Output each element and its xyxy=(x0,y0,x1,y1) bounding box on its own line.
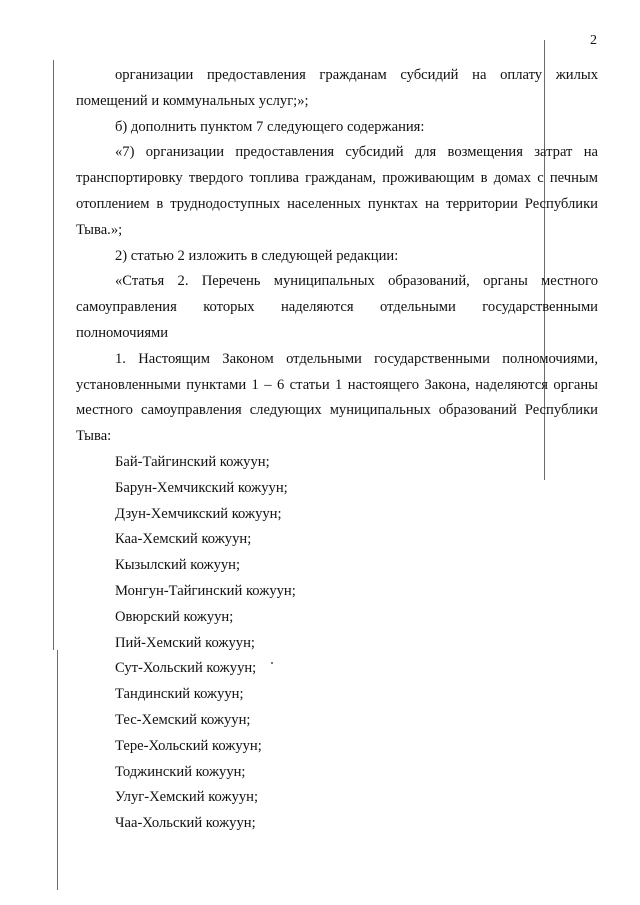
list-item: Тере-Хольский кожуун; xyxy=(115,737,262,754)
list-item: Тоджинский кожуун; xyxy=(115,763,246,780)
left-margin-scan-line xyxy=(53,60,54,650)
list-item: Барун-Хемчикский кожуун; xyxy=(115,479,288,496)
left-margin-scan-line-lower xyxy=(57,650,58,890)
paragraph-article-2-intro: 2) статью 2 изложить в следующей редакции: xyxy=(115,247,399,264)
paragraph-continuation: организации предоставления гражданам субсидий на оплату жилых помещений и коммунальных услуг;»; xyxy=(76,67,598,109)
list-item: Монгун-Тайгинский кожуун; xyxy=(115,582,296,599)
paragraph-item-7: «7) организации предоставления субсидий для возмещения затрат на транспортировку твердого топлива гражданам, проживающим в домах с печным отоплением в труднодоступных населенных пунктах на территории Республики Тыва.»; xyxy=(76,144,598,238)
list-item: Тес-Хемский кожуун; xyxy=(115,711,251,728)
page-number: 2 xyxy=(590,33,597,48)
list-item: Улуг-Хемский кожуун; xyxy=(115,789,259,806)
document-body xyxy=(76,63,598,837)
paragraph-article-2-title: «Статья 2. Перечень муниципальных образований, органы местного самоуправления которых наделяются отдельными государственными полномочиями xyxy=(76,273,598,341)
list-item: Сут-Хольский кожуун; xyxy=(115,660,257,677)
municipality-list xyxy=(76,450,598,837)
list-item: Бай-Тайгинский кожуун; xyxy=(115,453,270,470)
list-item: Каа-Хемский кожуун; xyxy=(115,531,252,548)
list-item: Кызылский кожуун; xyxy=(115,557,241,574)
list-item: Чаа-Хольский кожуун; xyxy=(115,815,256,832)
paragraph-amendment-b: б) дополнить пунктом 7 следующего содержания: xyxy=(115,118,425,135)
list-item: Дзун-Хемчикский кожуун; xyxy=(115,505,282,522)
list-item: Тандинский кожуун; xyxy=(115,686,244,703)
list-item: Овюрский кожуун; xyxy=(115,608,234,625)
paragraph-article-2-point-1: 1. Настоящим Законом отдельными государственными полномочиями, установленными пунктами 1 – 6 статьи 1 настоящего Закона, наделяются органы местного самоуправления следующих муниципальных образований Республики Тыва: xyxy=(76,350,598,445)
list-item: Пий-Хемский кожуун; xyxy=(115,634,255,651)
